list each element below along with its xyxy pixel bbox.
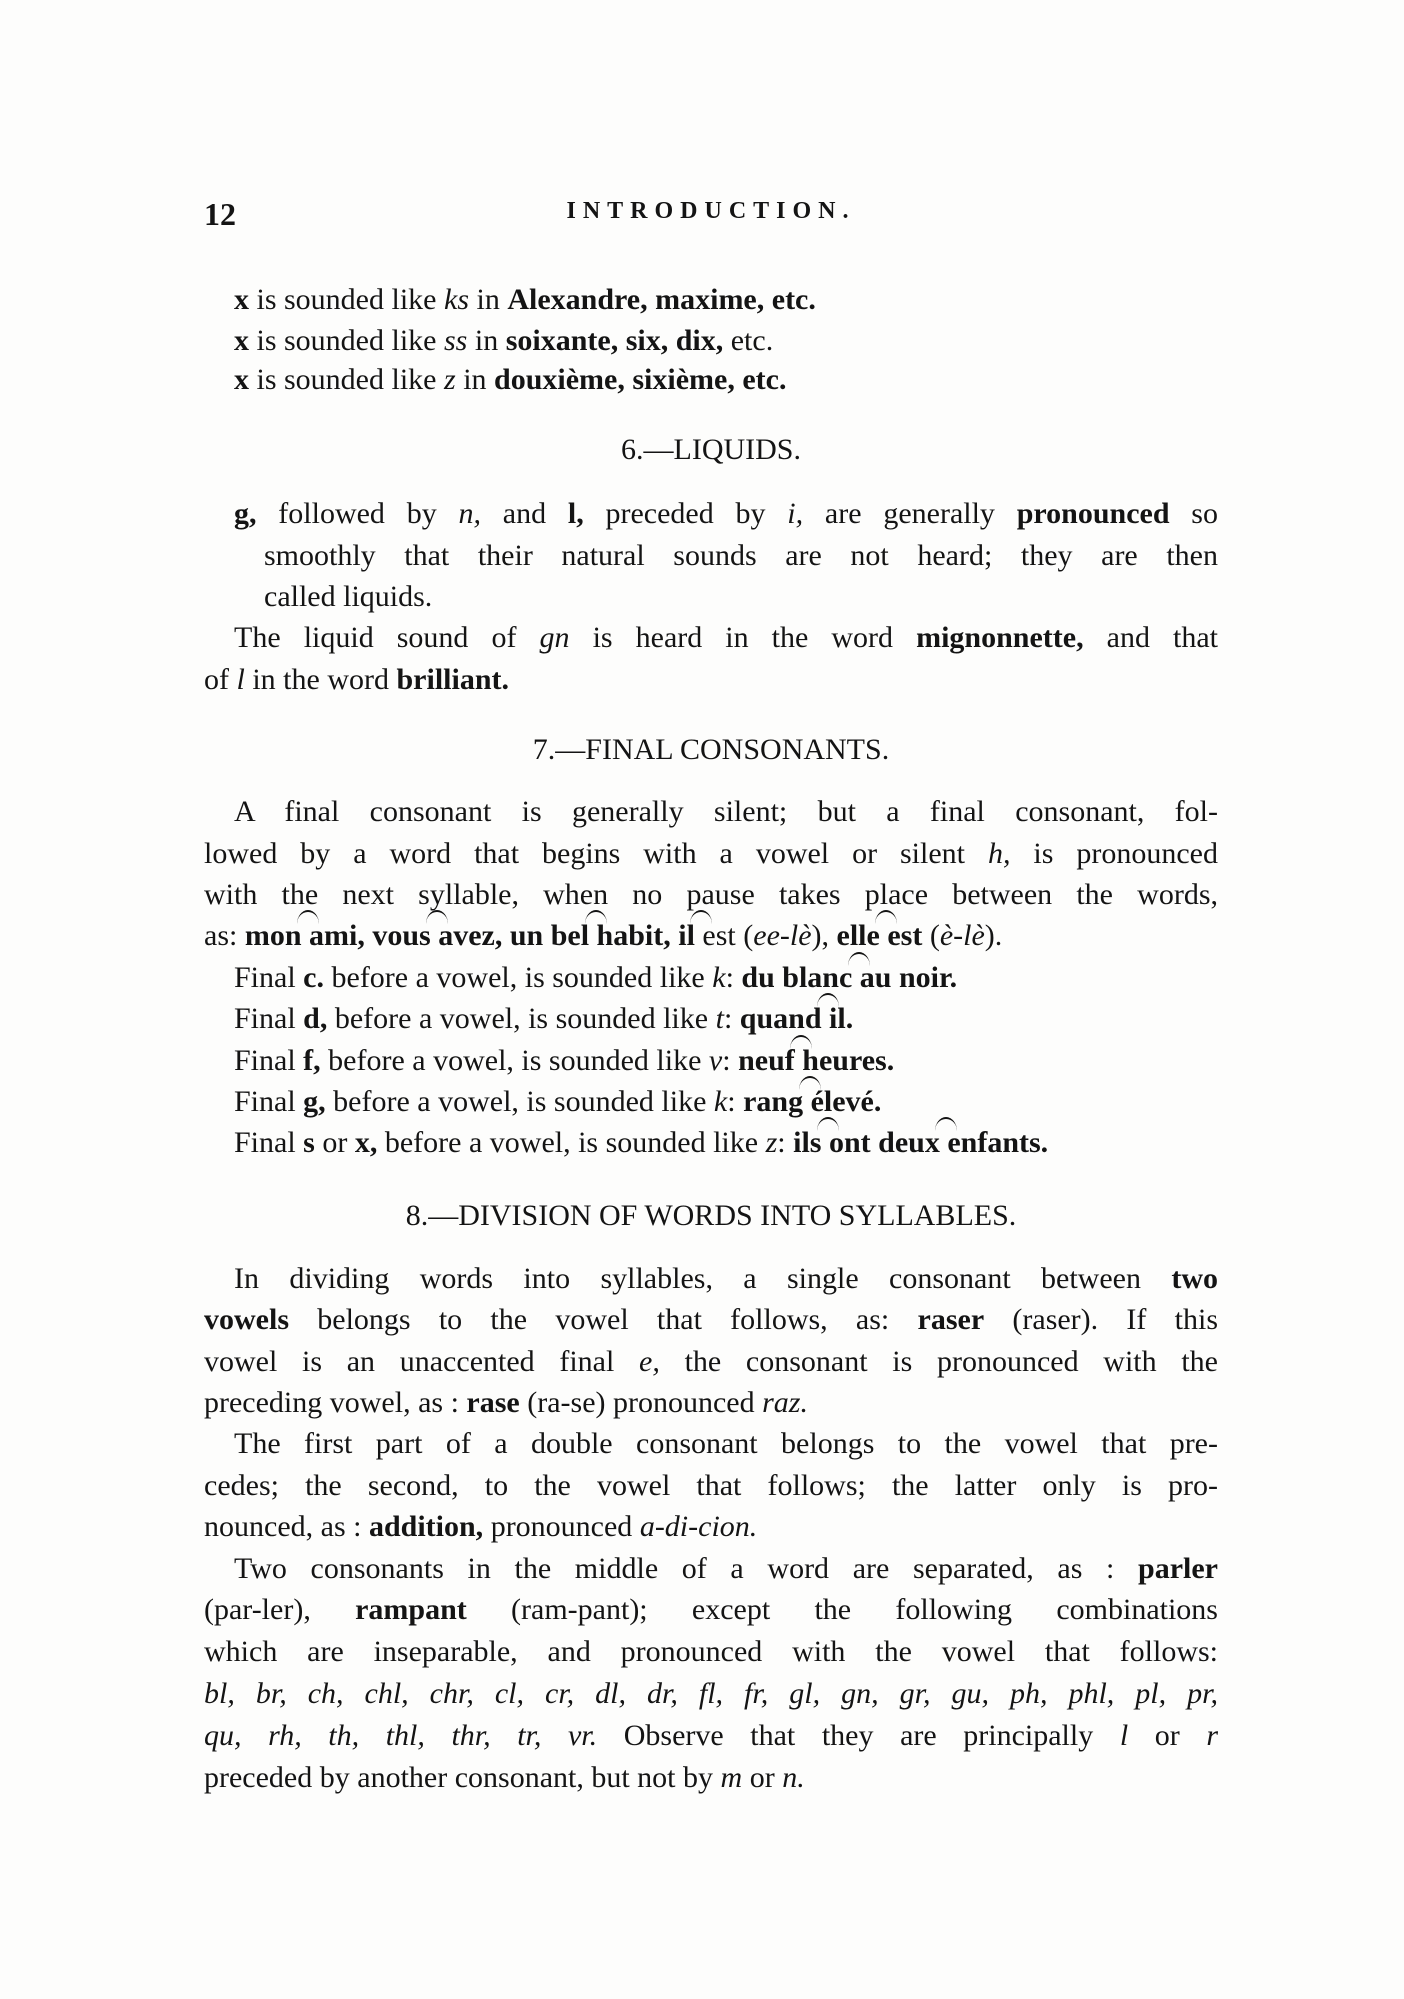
- bold-text: neuf: [738, 1044, 803, 1077]
- italic-text: e,: [639, 1345, 660, 1378]
- text-run: is sounded like: [249, 324, 444, 357]
- text-line: [234, 1082, 881, 1122]
- bold-text: parler: [1138, 1552, 1218, 1585]
- bold-text: g,: [234, 497, 257, 530]
- bold-text: l,: [567, 497, 584, 530]
- bold-text: mignonnette,: [916, 621, 1084, 654]
- bold-text: elle: [836, 919, 888, 952]
- italic-text: è-lè: [939, 919, 985, 952]
- section-heading-liquids: 6.—LIQUIDS.: [621, 433, 801, 466]
- italic-text: raz.: [762, 1386, 808, 1419]
- bold-text: heures.: [802, 1044, 895, 1077]
- italic-text: z: [444, 363, 456, 396]
- bold-text: avez, un bel: [438, 919, 597, 952]
- italic-text: k: [712, 961, 726, 994]
- bold-text: vowels: [204, 1303, 289, 1336]
- text-run: :: [723, 1002, 740, 1035]
- text-line: [204, 1383, 808, 1423]
- text-line: [204, 1507, 757, 1547]
- text-run: :: [727, 1085, 744, 1118]
- italic-text: n,: [458, 497, 481, 530]
- bold-text: Alexandre, maxime, etc.: [507, 283, 816, 316]
- text-run: pronounced: [483, 1510, 640, 1543]
- bold-text: rang: [743, 1085, 811, 1118]
- text-run: or: [1128, 1719, 1207, 1752]
- italic-text: k: [713, 1085, 728, 1118]
- text-run: smoothly that their natural sounds are not heard; they are then: [264, 539, 1218, 572]
- text-line: [204, 1632, 1218, 1672]
- text-line: [234, 1549, 1218, 1589]
- text-line: [234, 280, 816, 320]
- bold-text: brilliant.: [396, 663, 509, 696]
- bold-text: addition,: [368, 1510, 484, 1543]
- text-run: Final: [234, 1126, 304, 1159]
- text-run: Final: [234, 1002, 304, 1035]
- bold-text: c.: [303, 961, 324, 994]
- text-line: [204, 1300, 1218, 1340]
- text-line: [204, 834, 1218, 874]
- text-line: [234, 494, 1218, 534]
- bold-text: soixante, six, dix,: [505, 324, 724, 357]
- bold-text: x: [234, 363, 249, 396]
- text-run: called liquids.: [264, 580, 433, 613]
- text-run: before a vowel, is sounded like: [377, 1126, 766, 1159]
- bold-text: x,: [354, 1126, 378, 1159]
- text-run: A final consonant is generally silent; but a final consonant, fol-: [234, 795, 1218, 828]
- text-run: (ram-pant); except the following combinations: [466, 1593, 1218, 1626]
- italic-text: n.: [782, 1761, 805, 1794]
- text-run: which are inseparable, and pronounced with the vowel that follows:: [204, 1635, 1218, 1668]
- text-line: [234, 999, 853, 1039]
- bold-text: mon: [244, 919, 310, 952]
- text-line: [204, 1716, 1218, 1756]
- bold-text: f,: [303, 1044, 321, 1077]
- italic-text: l: [1119, 1719, 1129, 1752]
- text-run: belongs to the vowel that follows, as:: [289, 1303, 918, 1336]
- text-run: in the word: [244, 663, 397, 696]
- text-line: [234, 321, 773, 361]
- bold-text: two: [1171, 1262, 1218, 1295]
- text-run: etc.: [723, 324, 774, 357]
- bold-text: au noir.: [859, 961, 958, 994]
- text-run: Final: [234, 1044, 304, 1077]
- text-run: the consonant is pronounced with the: [659, 1345, 1218, 1378]
- text-run: Two consonants in the middle of a word are separated, as :: [234, 1552, 1139, 1585]
- text-run: vowel is an unaccented final: [204, 1345, 640, 1378]
- text-run: so: [1169, 497, 1218, 530]
- text-run: The first part of a double consonant belongs to the vowel that pre-: [234, 1427, 1218, 1460]
- text-line: [264, 536, 1218, 576]
- section-heading-final-consonants: 7.—FINAL CONSONANTS.: [532, 733, 890, 766]
- text-run: Observe that they are principally: [597, 1719, 1120, 1752]
- text-line: [234, 958, 957, 998]
- text-run: before a vowel, is sounded like: [325, 1085, 714, 1118]
- text-line: [204, 1466, 1218, 1506]
- bold-text: x: [234, 283, 249, 316]
- running-title: INTRODUCTION.: [566, 198, 856, 224]
- bold-text: il.: [829, 1002, 854, 1035]
- text-run: The liquid sound of: [234, 621, 540, 654]
- italic-text: ss: [444, 324, 468, 357]
- italic-text: t: [715, 1002, 724, 1035]
- text-run: preceded by another consonant, but not by: [204, 1761, 721, 1794]
- italic-text: r: [1206, 1719, 1218, 1752]
- bold-text: douxième, sixième, etc.: [494, 363, 787, 396]
- bold-text: pronounced: [1016, 497, 1170, 530]
- italic-text: ks: [444, 283, 469, 316]
- text-line: [204, 1758, 805, 1798]
- italic-text: l: [236, 663, 245, 696]
- text-run: or: [314, 1126, 355, 1159]
- bold-text: ont deux: [828, 1126, 948, 1159]
- text-run: and that: [1083, 621, 1218, 654]
- text-run: preceded by: [583, 497, 788, 530]
- text-line: [234, 360, 786, 400]
- text-line: [264, 577, 432, 617]
- bold-text: quand: [739, 1002, 830, 1035]
- bold-text: ils: [793, 1126, 829, 1159]
- text-run: is sounded like: [249, 363, 444, 396]
- text-run: preceding vowel, as :: [204, 1386, 467, 1419]
- page-number: 12: [204, 196, 236, 232]
- italic-text: qu, rh, th, thl, thr, tr, vr.: [204, 1719, 598, 1752]
- text-line: [204, 1590, 1218, 1630]
- italic-text: i,: [787, 497, 804, 530]
- text-run: before a vowel, is sounded like: [320, 1044, 709, 1077]
- italic-text: z: [765, 1126, 778, 1159]
- text-run: :: [722, 1044, 739, 1077]
- italic-text: m: [720, 1761, 743, 1794]
- italic-text: gn: [539, 621, 570, 654]
- text-line: [234, 1259, 1218, 1299]
- text-run: of: [204, 663, 237, 696]
- italic-text: v: [708, 1044, 723, 1077]
- text-line: [204, 875, 1218, 915]
- text-run: before a vowel, is sounded like: [324, 961, 713, 994]
- bold-text: s: [303, 1126, 315, 1159]
- text-run: Final: [234, 1085, 304, 1118]
- text-run: with the next syllable, when no pause takes place between the words,: [204, 878, 1218, 911]
- bold-text: élevé.: [810, 1085, 882, 1118]
- text-run: is sounded like: [249, 283, 444, 316]
- text-line: [234, 792, 1218, 832]
- text-run: :: [777, 1126, 794, 1159]
- text-run: nounced, as :: [204, 1510, 369, 1543]
- text-run: :: [725, 961, 742, 994]
- text-line: [234, 618, 1218, 658]
- section-heading-division: 8.—DIVISION OF WORDS INTO SYLLABLES.: [405, 1199, 1017, 1232]
- text-line: [234, 1424, 1218, 1464]
- text-run: (ra-se) pronounced: [519, 1386, 763, 1419]
- bold-text: est: [887, 919, 923, 952]
- text-run: cedes; the second, to the vowel that follows; the latter only is pro-: [204, 1469, 1218, 1502]
- bold-text: habit, il: [596, 919, 703, 952]
- text-run: is pronounced: [1010, 837, 1218, 870]
- text-run: as:: [204, 919, 245, 952]
- text-run: and: [480, 497, 568, 530]
- text-line: [234, 1123, 1048, 1163]
- italic-text: ee-lè: [753, 919, 812, 952]
- bold-text: d,: [303, 1002, 328, 1035]
- text-line: [204, 660, 509, 700]
- italic-text: h,: [987, 837, 1011, 870]
- text-run: Final: [234, 961, 304, 994]
- text-run: in: [467, 324, 506, 357]
- text-run: or: [742, 1761, 783, 1794]
- text-run: ).: [984, 919, 1003, 952]
- text-line: [204, 916, 1002, 956]
- text-run: est (: [702, 919, 754, 952]
- bold-text: x: [234, 324, 249, 357]
- bold-text: ami, vous: [309, 919, 439, 952]
- bold-text: rase: [466, 1386, 520, 1419]
- bold-text: rampant: [355, 1593, 467, 1626]
- text-run: before a vowel, is sounded like: [327, 1002, 716, 1035]
- text-run: in: [469, 283, 508, 316]
- text-run: ),: [811, 919, 837, 952]
- text-run: (par-ler),: [204, 1593, 356, 1626]
- bold-text: raser: [917, 1303, 985, 1336]
- text-run: (raser). If this: [984, 1303, 1218, 1336]
- text-line: [234, 1041, 894, 1081]
- bold-text: enfants.: [947, 1126, 1049, 1159]
- text-run: lowed by a word that begins with a vowel or silent: [204, 837, 988, 870]
- text-run: in: [455, 363, 495, 396]
- italic-text: bl, br, ch, chl, chr, cl, cr, dl, dr, fl, fr, gl, gn, gr, gu, ph, phl, pl, pr,: [204, 1677, 1218, 1710]
- text-run: is heard in the word: [569, 621, 917, 654]
- text-run: In dividing words into syllables, a single consonant between: [234, 1262, 1172, 1295]
- text-run: are generally: [803, 497, 1017, 530]
- text-run: followed by: [256, 497, 459, 530]
- text-line: [204, 1342, 1218, 1382]
- text-run: (: [922, 919, 940, 952]
- bold-text: du blanc: [741, 961, 860, 994]
- italic-text: a-di-cion.: [639, 1510, 758, 1543]
- text-line: [204, 1674, 1218, 1714]
- bold-text: g,: [303, 1085, 326, 1118]
